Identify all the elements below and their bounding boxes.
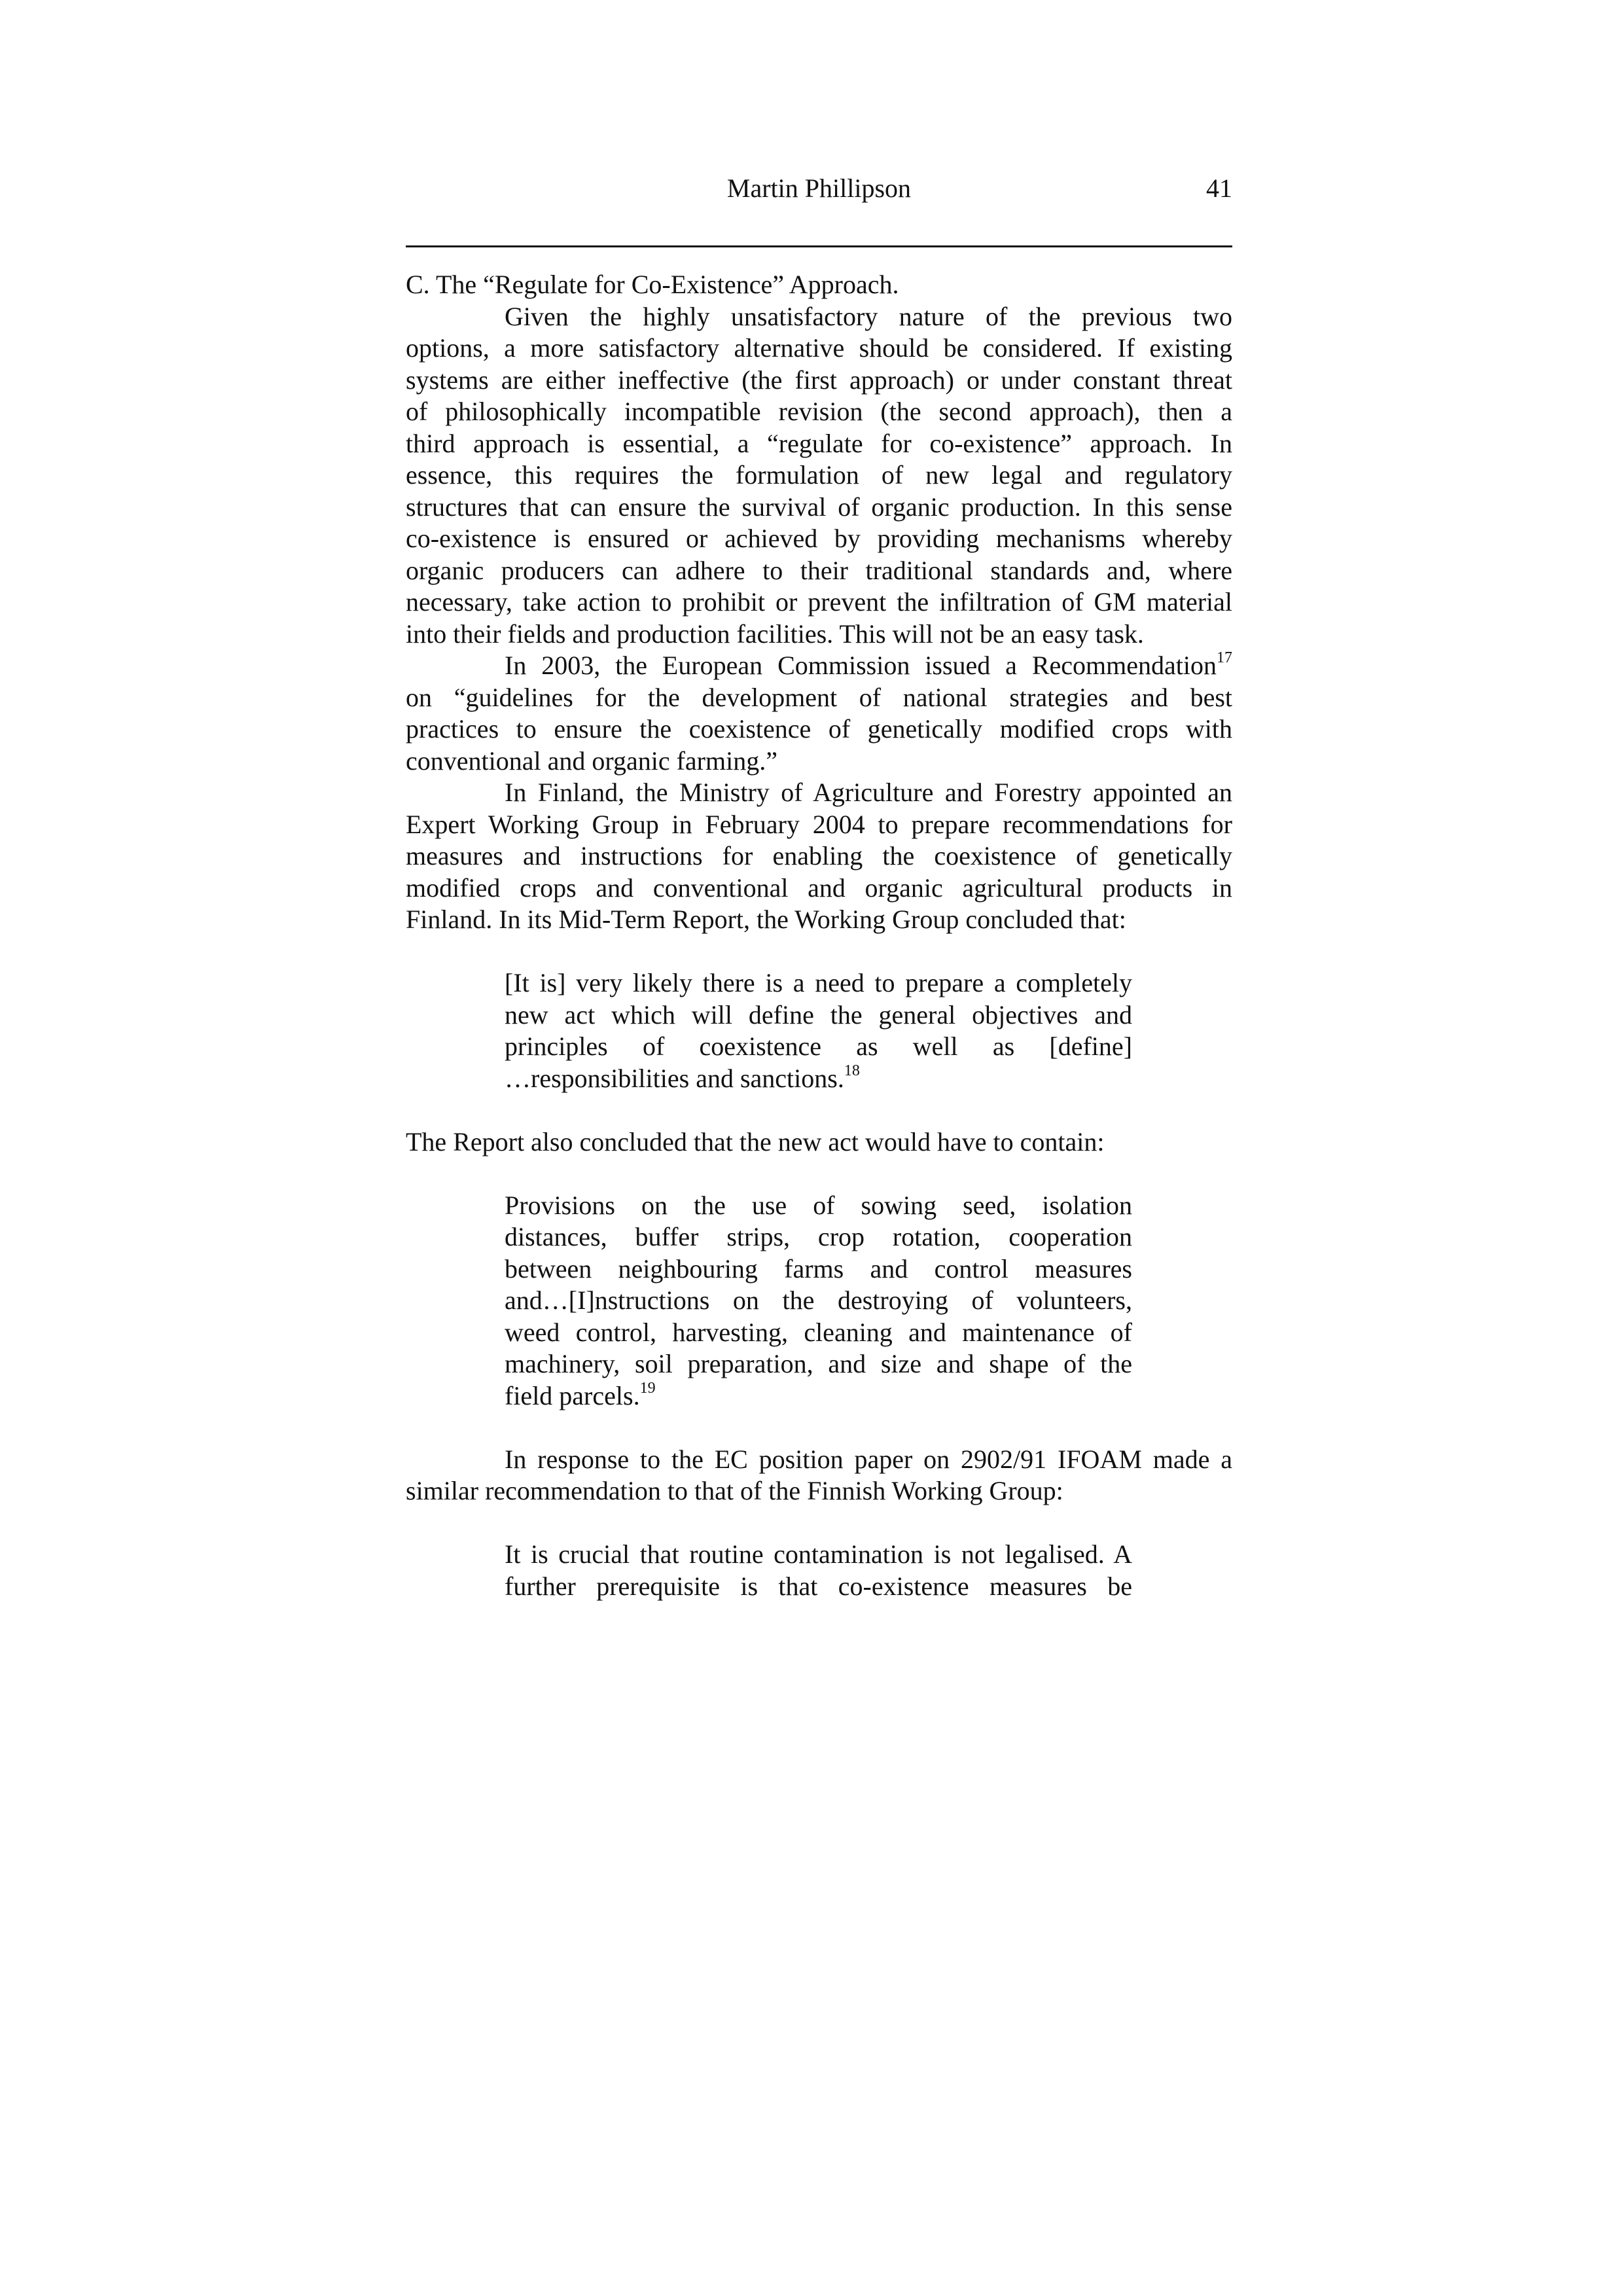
- footnote-ref: 19: [639, 1379, 656, 1397]
- line-text: Expert Working Group in February 2004 to prepare recommendations for: [406, 809, 1232, 839]
- running-header-author: Martin Phillipson: [726, 173, 912, 203]
- text-line: [406, 1126, 1232, 1158]
- header-rule: [406, 245, 1232, 247]
- paragraph: [406, 650, 1232, 777]
- line-text: It is crucial that routine contamination is not legalised. A: [505, 1539, 1132, 1569]
- line-text: The Report also concluded that the new act would have to contain:: [406, 1126, 1105, 1157]
- line-text: principles of coexistence as well as [define]: [505, 1031, 1132, 1061]
- text-line: [505, 1348, 1132, 1380]
- text-line: [505, 1317, 1132, 1349]
- text-line: [406, 872, 1232, 905]
- line-text: organic producers can adhere to their traditional standards and, where: [406, 555, 1232, 585]
- line-text: essence, this requires the formulation of new legal and regulatory: [406, 460, 1232, 490]
- page-number: 41: [1206, 173, 1232, 203]
- line-text: field parcels.: [505, 1380, 640, 1410]
- text-line: [505, 1253, 1132, 1285]
- text-line: [406, 745, 1232, 778]
- line-text: and…[I]nstructions on the destroying of volunteers,: [505, 1285, 1132, 1315]
- line-text: modified crops and conventional and organic agricultural products in: [406, 872, 1232, 903]
- line-text: practices to ensure the coexistence of genetically modified crops with: [406, 714, 1232, 744]
- text-line: [505, 1221, 1132, 1253]
- text-line: [505, 1571, 1132, 1603]
- line-text: necessary, take action to prohibit or prevent the infiltration of GM material: [406, 587, 1232, 617]
- text-line: [406, 586, 1232, 619]
- line-text: similar recommendation to that of the Finnish Working Group:: [406, 1476, 1063, 1505]
- line-text: into their fields and production facilities. This will not be an easy task.: [406, 619, 1144, 649]
- text-line: [406, 555, 1232, 587]
- paragraph: [406, 1126, 1232, 1158]
- line-text: In Finland, the Ministry of Agriculture and Forestry appointed an: [505, 778, 1232, 807]
- text-line: [406, 492, 1232, 524]
- body-text: [406, 269, 1232, 1634]
- text-line: [406, 523, 1232, 555]
- line-text: In response to the EC position paper on 2902/91 IFOAM made a: [505, 1444, 1232, 1474]
- line-text: distances, buffer strips, crop rotation, cooperation: [505, 1222, 1132, 1251]
- line-text: options, a more satisfactory alternative should be considered. If existing: [406, 333, 1232, 363]
- text-line: [406, 1444, 1232, 1476]
- text-line: [406, 809, 1232, 841]
- text-line: [406, 301, 1232, 333]
- section-heading: [406, 269, 1232, 301]
- text-line: [505, 999, 1132, 1031]
- text-line: [406, 713, 1232, 745]
- footnote-ref: 17: [1217, 650, 1232, 666]
- paragraph: [406, 301, 1232, 651]
- line-text: Given the highly unsatisfactory nature of the previous two: [505, 301, 1232, 331]
- line-text: conventional and organic farming.”: [406, 745, 777, 776]
- block-quote: [505, 967, 1132, 1094]
- text-line: [406, 365, 1232, 397]
- text-line: [406, 459, 1232, 492]
- text-line: [505, 1539, 1132, 1571]
- line-text: Provisions on the use of sowing seed, isolation: [505, 1190, 1132, 1220]
- text-line: [406, 269, 1232, 301]
- text-line: [505, 1380, 1132, 1412]
- text-line: [406, 840, 1232, 872]
- text-line: [505, 1031, 1132, 1063]
- text-line: [406, 650, 1232, 682]
- line-text: measures and instructions for enabling the coexistence of genetically: [406, 841, 1232, 870]
- line-text: of philosophically incompatible revision (the second approach), then a: [406, 397, 1232, 426]
- line-text: [It is] very likely there is a need to prepare a completely: [505, 968, 1132, 997]
- line-text: systems are either ineffective (the first approach) or under constant threat: [406, 365, 1232, 395]
- line-text: In 2003, the European Commission issued a Recommendation: [505, 651, 1217, 680]
- text-line: [505, 1285, 1132, 1317]
- line-text: structures that can ensure the survival of organic production. In this sense: [406, 492, 1232, 522]
- running-header: [406, 171, 1232, 206]
- paragraph: [406, 1444, 1232, 1507]
- text-line: [406, 682, 1232, 714]
- paragraph: [406, 777, 1232, 936]
- text-line: [406, 619, 1232, 651]
- text-line: [406, 396, 1232, 428]
- text-line: [406, 332, 1232, 365]
- text-line: [505, 967, 1132, 999]
- text-line: [406, 904, 1232, 936]
- line-text: …responsibilities and sanctions.: [505, 1063, 844, 1093]
- block-quote: [505, 1539, 1132, 1602]
- line-text: C. The “Regulate for Co-Existence” Approach.: [406, 270, 899, 299]
- text-line: [505, 1190, 1132, 1222]
- line-text: between neighbouring farms and control measures: [505, 1253, 1132, 1283]
- footnote-ref: 18: [844, 1062, 860, 1079]
- line-text: on “guidelines for the development of national strategies and best: [406, 682, 1232, 712]
- text-line: [406, 1475, 1232, 1507]
- text-line: [406, 777, 1232, 809]
- line-text: machinery, soil preparation, and size and shape of the: [505, 1349, 1132, 1378]
- text-line: [406, 428, 1232, 460]
- block-quote: [505, 1190, 1132, 1412]
- text-line: [505, 1063, 1132, 1095]
- line-text: third approach is essential, a “regulate for co-existence” approach. In: [406, 428, 1232, 458]
- line-text: co-existence is ensured or achieved by providing mechanisms whereby: [406, 524, 1232, 553]
- line-text: Finland. In its Mid-Term Report, the Working Group concluded that:: [406, 905, 1126, 934]
- line-text: further prerequisite is that co-existence measures be: [505, 1571, 1132, 1601]
- line-text: new act which will define the general objectives and: [505, 999, 1132, 1030]
- line-text: weed control, harvesting, cleaning and maintenance of: [505, 1317, 1132, 1347]
